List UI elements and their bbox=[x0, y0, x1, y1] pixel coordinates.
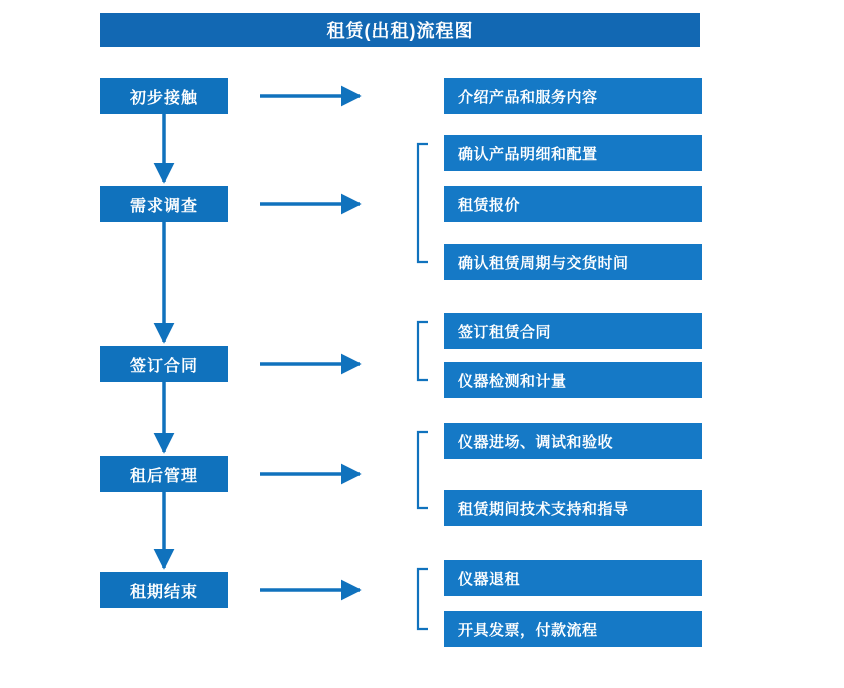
page-title: 租赁(出租)流程图 bbox=[100, 13, 700, 47]
stage-box-label: 租期结束 bbox=[129, 583, 198, 601]
detail-box-label: 签订租赁合同 bbox=[458, 323, 552, 341]
detail-box bbox=[444, 186, 702, 222]
detail-box-label: 仪器检测和计量 bbox=[458, 372, 567, 390]
detail-box-label: 介绍产品和服务内容 bbox=[458, 88, 598, 106]
stage-box-label: 需求调查 bbox=[129, 197, 198, 215]
detail-box bbox=[444, 490, 702, 526]
stage-box bbox=[100, 346, 228, 382]
detail-box bbox=[444, 560, 702, 596]
detail-box bbox=[444, 244, 702, 280]
stage-box-label: 初步接触 bbox=[129, 89, 198, 107]
stage-box bbox=[100, 186, 228, 222]
detail-box-label: 租赁期间技术支持和指导 bbox=[458, 500, 629, 518]
stage-box-label: 租后管理 bbox=[129, 467, 198, 485]
detail-box bbox=[444, 135, 702, 171]
detail-box-label: 仪器进场、调试和验收 bbox=[458, 433, 614, 451]
detail-box bbox=[444, 423, 702, 459]
detail-box bbox=[444, 362, 702, 398]
stage-box-label: 签订合同 bbox=[129, 357, 198, 375]
detail-box bbox=[444, 78, 702, 114]
detail-box-label: 开具发票，付款流程 bbox=[458, 621, 598, 639]
stage-box bbox=[100, 456, 228, 492]
detail-box-label: 确认产品明细和配置 bbox=[458, 145, 598, 163]
detail-box bbox=[444, 611, 702, 647]
detail-box bbox=[444, 313, 702, 349]
detail-box-label: 仪器退租 bbox=[458, 570, 521, 588]
stage-box bbox=[100, 78, 228, 114]
detail-box-label: 租赁报价 bbox=[458, 196, 521, 214]
stage-box bbox=[100, 572, 228, 608]
detail-box-label: 确认租赁周期与交货时间 bbox=[458, 254, 629, 272]
